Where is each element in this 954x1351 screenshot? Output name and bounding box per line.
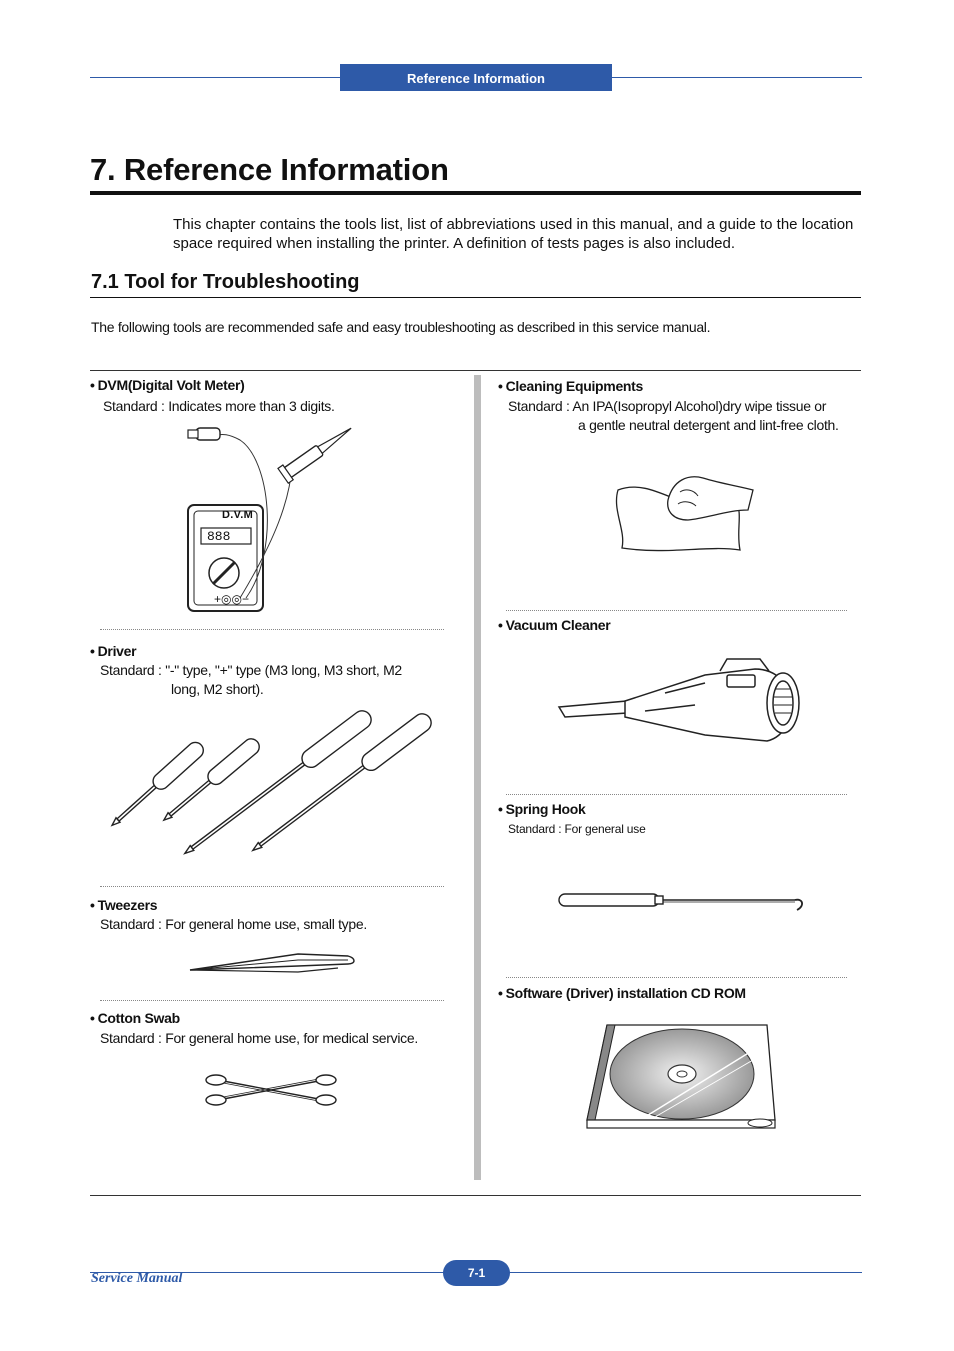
cleaning-standard-line1: Standard : An IPA(Isopropyl Alcohol)dry wipe tissue or <box>508 398 827 414</box>
page-title: 7. Reference Information <box>90 152 449 187</box>
tools-box-bottom-rule <box>90 1195 861 1196</box>
separator <box>100 886 444 887</box>
cleaning-standard-line2: a gentle neutral detergent and lint-free cloth. <box>578 417 839 433</box>
tool-tweezers-label: Tweezers <box>97 897 158 913</box>
intro-paragraph: This chapter contains the tools list, list of abbreviations used in this manual, and a guide to the location space required when installing the printer. A definition of tests pages is also included. <box>173 216 854 252</box>
tool-cdrom-name <box>498 985 746 1001</box>
tool-cleaning-label: Cleaning Equipments <box>505 378 644 394</box>
separator <box>100 629 444 630</box>
bullet: • <box>498 378 503 394</box>
tool-driver-label: Driver <box>97 643 137 659</box>
tool-driver-standard <box>100 661 450 699</box>
bullet: • <box>498 617 503 633</box>
tool-spring-hook-label: Spring Hook <box>505 801 586 817</box>
separator <box>506 794 847 795</box>
tool-dvm-label: DVM(Digital Volt Meter) <box>97 377 245 393</box>
tools-box-top-rule <box>90 370 861 371</box>
tool-cotton-swab-name <box>90 1010 180 1026</box>
dvm-jack-labels: +◎◎− <box>214 592 249 606</box>
separator <box>506 610 847 611</box>
tool-driver-name <box>90 643 136 659</box>
tool-dvm-standard: Standard : Indicates more than 3 digits. <box>103 398 335 414</box>
spring-hook-illustration <box>557 890 807 914</box>
bullet: • <box>90 643 95 659</box>
bullet: • <box>90 897 95 913</box>
separator <box>100 1000 444 1001</box>
tool-tweezers-name <box>90 897 157 913</box>
driver-standard-line1: Standard : "-" type, "+" type (M3 long, M3 short, M2 <box>100 662 402 678</box>
bullet: • <box>498 985 503 1001</box>
section-rule <box>90 297 861 298</box>
tool-dvm-name <box>90 377 244 393</box>
tool-spring-hook-standard: Standard : For general use <box>508 822 646 836</box>
tool-vacuum-name <box>498 617 610 633</box>
section-title: 7.1 Tool for Troubleshooting <box>91 271 360 293</box>
cotton-swab-illustration <box>200 1072 340 1108</box>
cd-rom-illustration <box>585 1022 777 1132</box>
tool-spring-hook-name <box>498 801 586 817</box>
bullet: • <box>90 377 95 393</box>
tool-cotton-swab-standard: Standard : For general home use, for medical service. <box>100 1030 418 1046</box>
vacuum-cleaner-illustration <box>555 655 805 747</box>
tweezers-illustration <box>188 950 358 978</box>
dvm-illustration <box>180 420 370 615</box>
separator <box>506 977 847 978</box>
title-rule <box>90 191 861 195</box>
dvm-meter-label: D.V.M <box>222 509 254 521</box>
dvm-display-readout: 888 <box>207 529 231 544</box>
screwdrivers-illustration <box>110 720 440 855</box>
tool-cleaning-name <box>498 378 643 394</box>
tool-cotton-swab-label: Cotton Swab <box>97 1010 180 1026</box>
bullet: • <box>90 1010 95 1026</box>
footer-service-manual: Service Manual <box>91 1271 183 1286</box>
bullet: • <box>498 801 503 817</box>
lead-paragraph: The following tools are recommended safe and easy troubleshooting as described in this service manual. <box>91 319 711 335</box>
tool-cleaning-standard <box>508 397 868 435</box>
tool-tweezers-standard: Standard : For general home use, small type. <box>100 916 367 932</box>
page-number: 7-1 <box>443 1260 510 1286</box>
header-tab: Reference Information <box>340 64 612 91</box>
tool-cdrom-label: Software (Driver) installation CD ROM <box>505 985 746 1001</box>
column-divider <box>474 375 481 1180</box>
tool-vacuum-label: Vacuum Cleaner <box>505 617 611 633</box>
driver-standard-line2: long, M2 short). <box>171 681 264 697</box>
cleaning-cloth-illustration <box>608 470 758 555</box>
